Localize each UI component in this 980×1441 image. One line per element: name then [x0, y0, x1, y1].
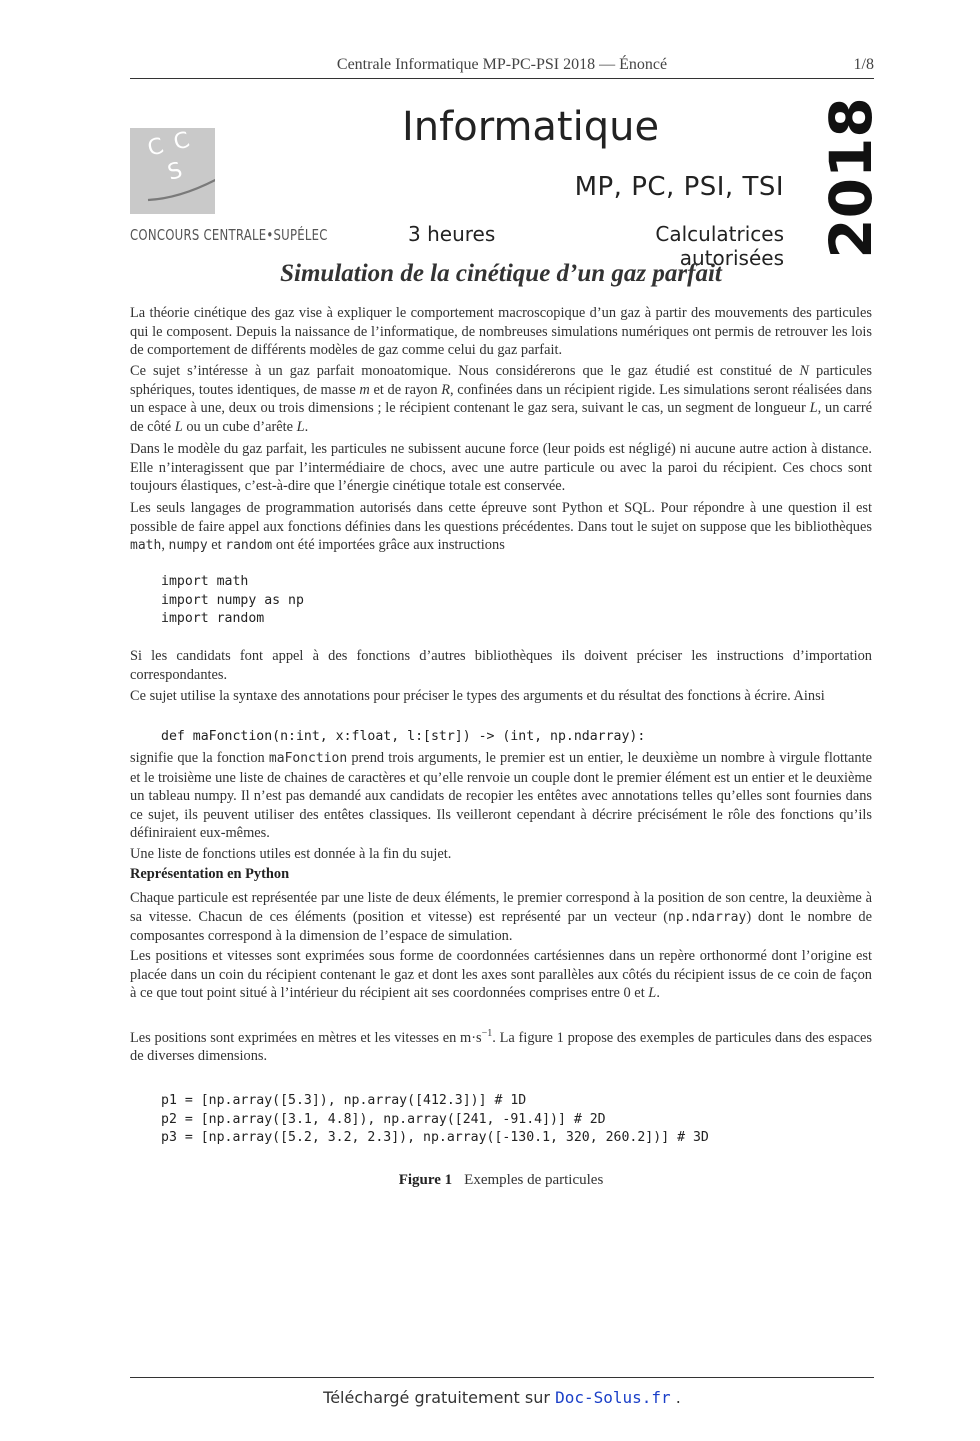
duration: 3 heures — [408, 222, 496, 246]
paragraph-languages: Les seuls langages de programmation autorisés dans cette épreuve sont Python et SQL. Pour répondre à une question il est possible de faire appel aux fonctions définies dans les questions précédentes. Dans tout le sujet on suppose que les bibliothèques math, numpy et random ont été importées grâce aux instructions — [130, 500, 872, 554]
section-heading: Représentation en Python — [130, 866, 290, 882]
paragraph-useful-functions: Une liste de fonctions utiles est donnée à la fin du sujet. — [130, 846, 452, 862]
document-title: Simulation de la cinétique d’un gaz parfait — [280, 260, 722, 287]
logo-caption: CONCOURS CENTRALE•SUPÉLEC — [130, 226, 328, 244]
paragraph-intro: La théorie cinétique des gaz vise à expliquer le comportement macroscopique d’un gaz à partir des mouvements des particules qui le composent. Depuis la naissance de l’informatique, de nombreuses simulations numériques ont permis de retrouver les lois de comportement de différents modèles de gaz comme celui du gaz parfait. — [130, 305, 872, 359]
page-number: 1/8 — [853, 56, 874, 73]
paragraph-ideal-gas: Dans le modèle du gaz parfait, les particules ne subissent aucune force (leur poids est négligé) ni aucune autre action à distance. Elle n’interagissent que par l’intermédiaire de chocs, avec une autre particule ou avec la paroi du récipient. Ces chocs sont toujours élastiques, c’est-à-dire que l’énergie cinétique totale est conservée. — [130, 441, 872, 495]
ccs-logo — [130, 128, 215, 214]
svg-text:C: C — [145, 133, 167, 162]
footer: Téléchargé gratuitement sur Doc-Solus.fr . — [323, 1388, 681, 1407]
year-text: 2018 — [817, 97, 885, 259]
ccs-logo-icon — [130, 128, 215, 214]
paragraph-particle-representation: Chaque particule est représentée par une liste de deux éléments, le premier correspond à la position de son centre, la deuxième à sa vitesse. Chacun de ces éléments (position et vitesse) est représenté par un vecteur (np.ndarray) dont le nombre de composantes correspond à la dimension de l’espace de simulation. — [130, 890, 872, 945]
filieres: MP, PC, PSI, TSI — [574, 172, 784, 202]
figure-label: Figure 1 — [398, 1172, 453, 1188]
figure-code-block: p1 = [np.array([5.3]), np.array([412.3])] # 1D p2 = [np.array([3.1, 4.8]), np.array([241, -91.4])] # 2D p3 = [np.array([5.2, 3.2, 2.3]), np.array([-130.1, 320, 260.2])] # 3D — [161, 1093, 709, 1146]
paragraph-annotations: Ce sujet utilise la syntaxe des annotations pour préciser le types des arguments et du résultat des fonctions à écrire. Ainsi — [130, 688, 825, 704]
calculators: Calculatrices autorisées — [655, 222, 784, 270]
subject-title: Informatique — [402, 104, 660, 150]
svg-text:S: S — [165, 158, 186, 186]
import-code-block: import math import numpy as np import random — [161, 574, 304, 627]
paragraph-units: Les positions sont exprimées en mètres et les vitesses en $m\cdot s^{-1}$. La figure 1 propose des exemples de particules dans des espaces de diverses dimensions. — [130, 1028, 872, 1065]
figure-caption — [130, 1172, 872, 1189]
paragraph-signature-meaning: signifie que la fonction maFonction prend trois arguments, le premier est un entier, le deuxième un nombre à virgule flottante et le troisième une liste de chaines de caractères et qu’elle renvoie un couple dont le premier élément est un entier et le deuxième un tableau numpy. Il n’est pas demandé aux candidats de recopier les entêtes avec annotations telles qu’elles sont fournies dans ce sujet, ils peuvent utiliser des entêtes classiques. Ils veilleront cependant à décrire précisément le rôle des fonctions qu’ils définiraient eux-mêmes. — [130, 750, 872, 842]
running-title: Centrale Informatique MP-PC-PSI 2018 — Énoncé — [336, 56, 668, 73]
svg-text:C: C — [171, 128, 193, 156]
doc-solus-link[interactable]: Doc-Solus.fr — [555, 1388, 671, 1407]
year-badge — [806, 97, 896, 259]
paragraph-other-libraries: Si les candidats font appel à des fonctions d’autres bibliothèques ils doivent préciser les instructions d’importation correspondantes. — [130, 648, 872, 683]
figure-caption-text: Exemples de particules — [464, 1172, 604, 1188]
signature-code: def maFonction(n:int, x:float, l:[str]) -> (int, np.ndarray): — [161, 729, 646, 744]
running-header — [130, 56, 874, 79]
paragraph-gas-model: Ce sujet s’intéresse à un gaz parfait monoatomique. Nous considérerons que le gaz étudié est constitué de N particules sphériques, toutes identiques, de masse m et de rayon R, confinées dans un récipient rigide. Les simulations seront réalisées dans un espace à une, deux ou trois dimensions ; le récipient contenant le gaz sera, suivant le cas, un segment de longueur L, un carré de côté L ou un cube d’arête L. — [130, 363, 872, 435]
paragraph-coordinates: Les positions et vitesses sont exprimées sous forme de coordonnées cartésiennes dans un repère orthonormé dont l’origine est placée dans un coin du récipient contenant le gaz et dont les axes sont parallèles aux côtés du récipient issus de ce coin de façon à ce que tout point situé à l’intérieur du récipient ait ses coordonnées comprises entre 0 et L. — [130, 948, 872, 1002]
footer-rule — [130, 1377, 874, 1378]
